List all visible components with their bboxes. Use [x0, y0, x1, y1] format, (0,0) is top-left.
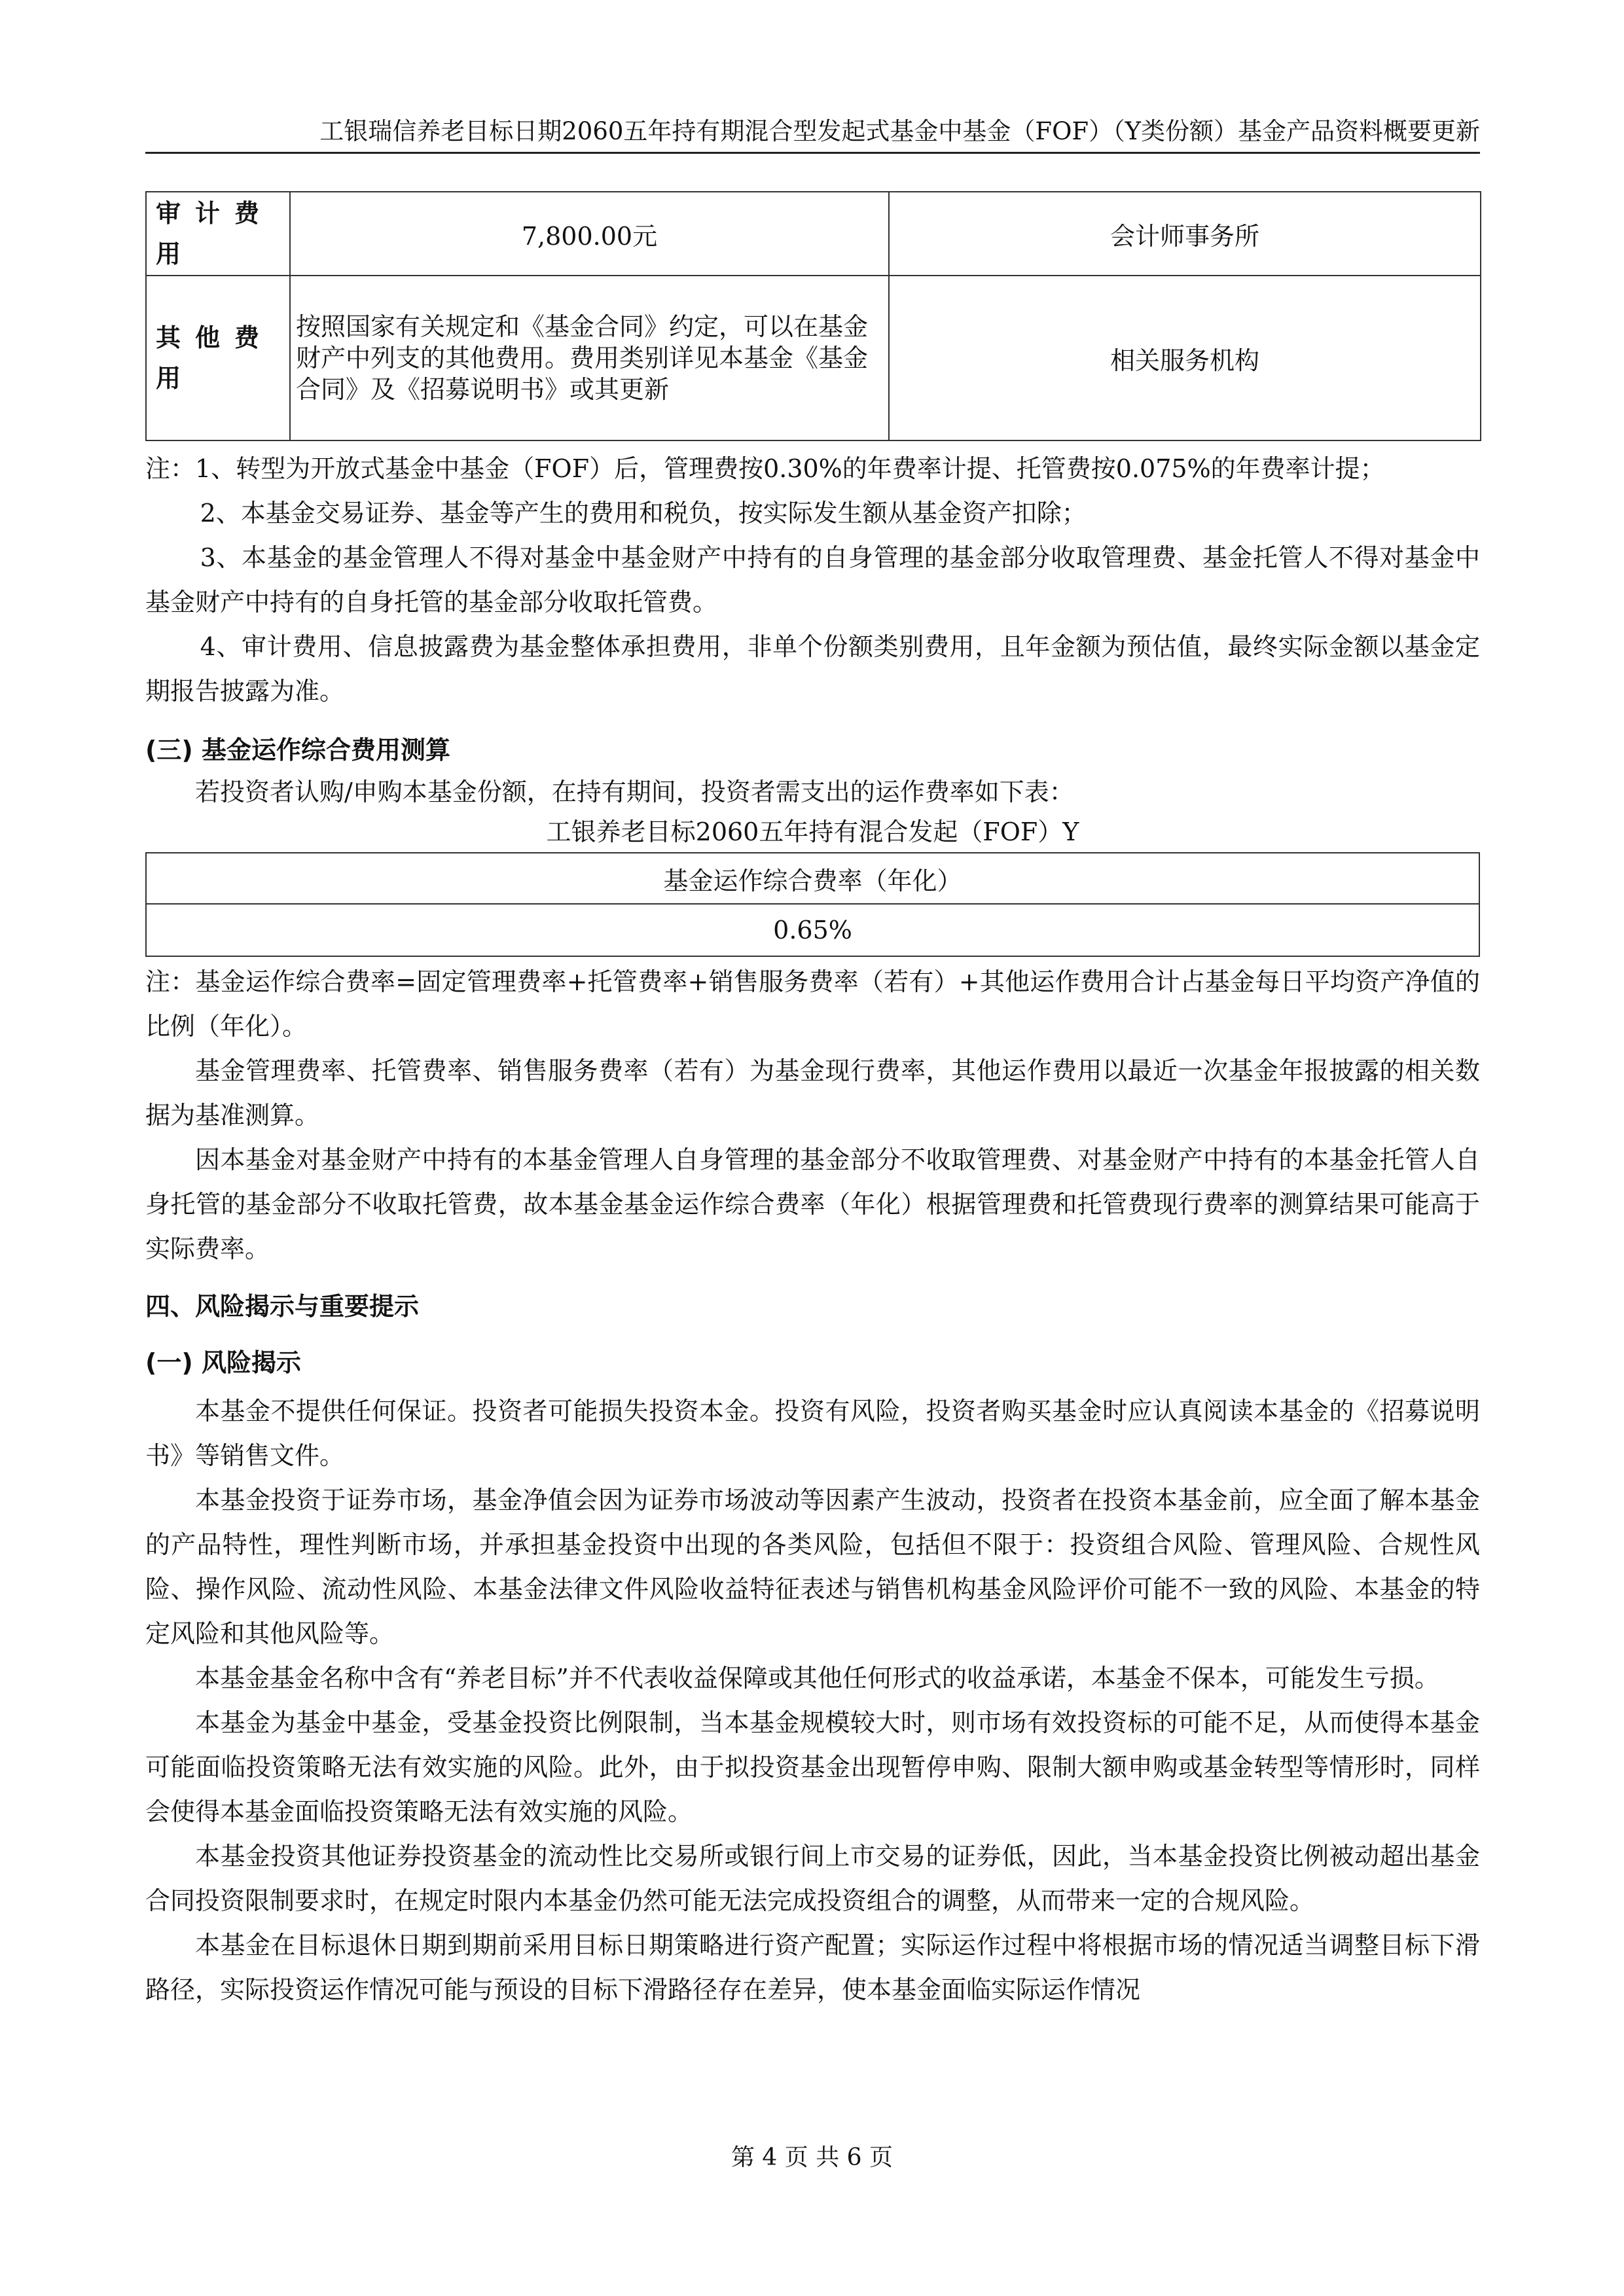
note-item: 3、本基金的基金管理人不得对基金中基金财产中持有的自身管理的基金部分收取管理费、基金托管人不得对基金中基金财产中持有的自身托管的基金部分收取托管费。 — [145, 543, 1480, 617]
document-header-title: 工银瑞信养老目标日期2060五年持有期混合型发起式基金中基金（FOF）（Y类份额）基金产品资料概要更新 — [319, 117, 1480, 145]
page-number: 第 4 页 共 6 页 — [731, 2144, 893, 2171]
fee-amount: 7,800.00元 — [290, 192, 889, 276]
fee-notes — [145, 446, 1480, 713]
document-header — [145, 111, 1480, 154]
table-row — [146, 276, 1481, 440]
paragraph: 因本基金对基金财产中持有的本基金管理人自身管理的基金部分不收取管理费、对基金财产中持有的本基金托管人自身托管的基金部分不收取托管费，故本基金基金运作综合费率（年化）根据管理费和托管费现行费率的测算结果可能高于实际费率。 — [145, 1145, 1480, 1263]
section-heading: 四、风险揭示与重要提示 — [145, 1292, 420, 1321]
paragraph: 本基金基金名称中含有“养老目标”并不代表收益保障或其他任何形式的收益承诺，本基金不保本，可能发生亏损。 — [195, 1664, 1439, 1693]
section-3 — [145, 728, 1480, 1271]
fee-recipient: 相关服务机构 — [889, 276, 1481, 440]
note-item: 注：1、转型为开放式基金中基金（FOF）后，管理费按0.30%的年费率计提、托管费按0.075%的年费率计提； — [145, 454, 1385, 483]
fee-amount: 按照国家有关规定和《基金合同》约定，可以在基金财产中列支的其他费用。费用类别详见本基金《基金合同》及《招募说明书》或其更新 — [290, 276, 889, 440]
table-value-cell: 0.65% — [146, 904, 1479, 956]
note-item: 4、审计费用、信息披露费为基金整体承担费用，非单个份额类别费用，且年金额为预估值，最终实际金额以基金定期报告披露为准。 — [145, 632, 1480, 706]
table-row — [146, 192, 1481, 276]
table-caption: 工银养老目标2060五年持有混合发起（FOF）Y — [546, 817, 1079, 846]
paragraph: 本基金投资其他证券投资基金的流动性比交易所或银行间上市交易的证券低，因此，当本基金投资比例被动超出基金合同投资限制要求时，在规定时限内本基金仍然可能无法完成投资组合的调整，从而带来一定的合规风险。 — [145, 1842, 1480, 1915]
operation-fee-table — [145, 852, 1480, 957]
fee-label: 审计费用 — [146, 192, 290, 276]
table-header-cell: 基金运作综合费率（年化） — [146, 853, 1479, 904]
table-row — [146, 904, 1479, 956]
fee-label: 其他费用 — [146, 276, 290, 440]
paragraph: 本基金投资于证券市场，基金净值会因为证券市场波动等因素产生波动，投资者在投资本基金前，应全面了解本基金的产品特性，理性判断市场，并承担基金投资中出现的各类风险，包括但不限于：投资组合风险、管理风险、合规性风险、操作风险、流动性风险、本基金法律文件风险收益特征表述与销售机构基金风险评价可能不一致的风险、本基金的特定风险和其他风险等。 — [145, 1486, 1480, 1648]
section-heading: (三) 基金运作综合费用测算 — [145, 736, 450, 764]
paragraph: 本基金为基金中基金，受基金投资比例限制，当本基金规模较大时，则市场有效投资标的可能不足，从而使得本基金可能面临投资策略无法有效实施的风险。此外，由于拟投资基金出现暂停申购、限制大额申购或基金转型等情形时，同样会使得本基金面临投资策略无法有效实施的风险。 — [145, 1708, 1480, 1826]
section-note: 注：基金运作综合费率=固定管理费率+托管费率+销售服务费率（若有）+其他运作费用合计占基金每日平均资产净值的比例（年化）。 — [145, 967, 1480, 1041]
fee-table — [145, 191, 1481, 441]
paragraph: 本基金在目标退休日期到期前采用目标日期策略进行资产配置；实际运作过程中将根据市场的情况适当调整目标下滑路径，实际投资运作情况可能与预设的目标下滑路径存在差异，使本基金面临实际运作情况 — [145, 1931, 1480, 2004]
note-item: 2、本基金交易证券、基金等产生的费用和税负，按实际发生额从基金资产扣除； — [200, 499, 1087, 528]
sub-heading: (一) 风险揭示 — [145, 1348, 301, 1377]
section-intro: 若投资者认购/申购本基金份额，在持有期间，投资者需支出的运作费率如下表： — [195, 778, 1074, 806]
paragraph: 本基金不提供任何保证。投资者可能损失投资本金。投资有风险，投资者购买基金时应认真阅读本基金的《招募说明书》等销售文件。 — [145, 1397, 1480, 1470]
fee-recipient: 会计师事务所 — [889, 192, 1481, 276]
page-content — [145, 191, 1480, 2012]
paragraph: 基金管理费率、托管费率、销售服务费率（若有）为基金现行费率，其他运作费用以最近一次基金年报披露的相关数据为基准测算。 — [145, 1056, 1480, 1130]
section-4 — [145, 1282, 1480, 2012]
table-row — [146, 853, 1479, 904]
